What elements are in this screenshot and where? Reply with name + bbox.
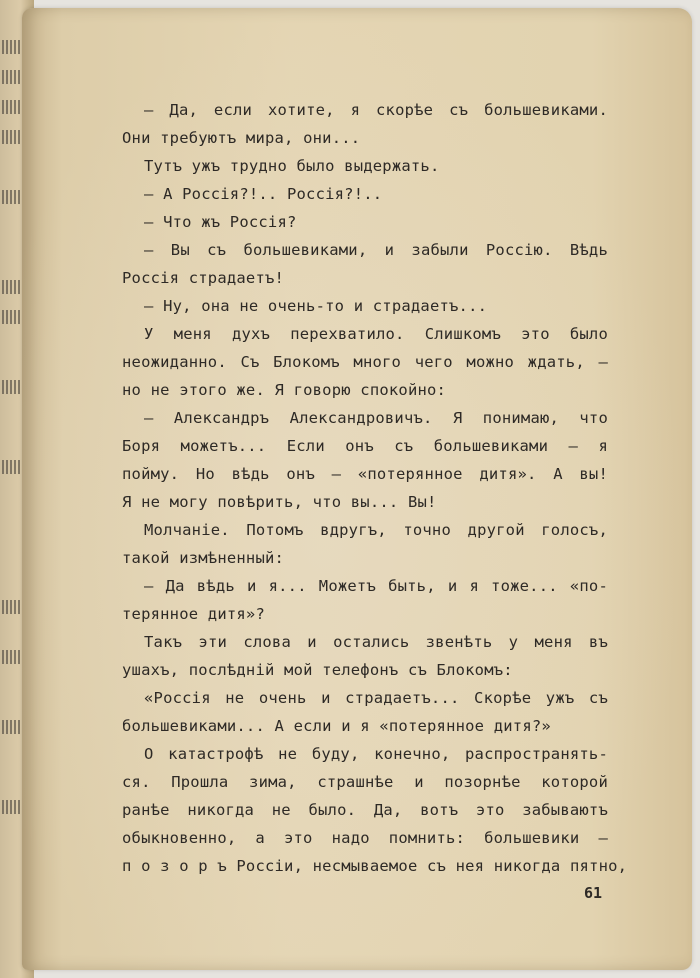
text-line: обыкновенно, а это надо помнить: большевики — <box>122 829 608 847</box>
text-line: Они требуютъ мира, они... <box>122 129 361 147</box>
book-page <box>22 8 692 970</box>
previous-page-text-fragment <box>2 130 20 144</box>
text-line: — Да, если хотите, я скорѣе съ большевиками. <box>144 101 608 119</box>
previous-page-text-fragment <box>2 70 20 84</box>
previous-page-text-fragment <box>2 720 20 734</box>
previous-page-text-fragment <box>2 280 20 294</box>
text-line: терянное дитя»? <box>122 605 265 623</box>
previous-page-text-fragment <box>2 380 20 394</box>
previous-page-text-fragment <box>2 600 20 614</box>
previous-page-text-fragment <box>2 190 20 204</box>
previous-page-text-fragment <box>2 460 20 474</box>
text-line: О катастрофѣ не буду, конечно, распространять- <box>144 745 608 763</box>
text-line: У меня духъ перехватило. Слишкомъ это было <box>144 325 608 343</box>
text-line: Я не могу повѣрить, что вы... Вы! <box>122 493 437 511</box>
previous-page-text-fragment <box>2 800 20 814</box>
text-line: — Александръ Александровичъ. Я понимаю, что <box>144 409 608 427</box>
text-line: Тутъ ужъ трудно было выдержать. <box>144 157 440 175</box>
previous-page-text-fragment <box>2 310 20 324</box>
text-line: п о з о р ъ Россіи, несмываемое съ нея никогда пятно, <box>122 857 628 875</box>
previous-page-text-fragment <box>2 650 20 664</box>
text-line: ранѣе никогда не было. Да, вотъ это забываютъ <box>122 801 608 819</box>
text-line: — Да вѣдь и я... Можетъ быть, и я тоже... «по- <box>144 577 608 595</box>
previous-page-text-fragment <box>2 100 20 114</box>
text-line: неожиданно. Съ Блокомъ много чего можно ждать, — <box>122 353 608 371</box>
text-line: ся. Прошла зима, страшнѣе и позорнѣе которой <box>122 773 608 791</box>
text-line: — Вы съ большевиками, и забыли Россію. Вѣдь <box>144 241 608 259</box>
previous-page-text-fragment <box>2 40 20 54</box>
text-line: — Ну, она не очень-то и страдаетъ... <box>144 297 488 315</box>
text-line: но не этого же. Я говорю спокойно: <box>122 381 447 399</box>
text-line: большевиками... А если и я «потерянное дитя?» <box>122 717 551 735</box>
text-line: такой измѣненный: <box>122 549 285 567</box>
text-line: Молчаніе. Потомъ вдругъ, точно другой голосъ, <box>144 521 608 539</box>
page-number: 61 <box>584 884 603 902</box>
text-line: Такъ эти слова и остались звенѣть у меня въ <box>144 633 608 651</box>
text-line: — Что жъ Россія? <box>144 213 297 231</box>
text-line: — А Россія?!.. Россія?!.. <box>144 185 383 203</box>
text-line: Россія страдаетъ! <box>122 269 285 287</box>
page-body-text <box>122 96 628 880</box>
text-line: ушахъ, послѣдній мой телефонъ съ Блокомъ: <box>122 661 513 679</box>
text-line: «Россія не очень и страдаетъ... Скорѣе ужъ съ <box>144 689 608 707</box>
text-line: пойму. Но вѣдь онъ — «потерянное дитя». А вы! <box>122 465 608 483</box>
text-line: Боря можетъ... Если онъ съ большевиками — я <box>122 437 608 455</box>
